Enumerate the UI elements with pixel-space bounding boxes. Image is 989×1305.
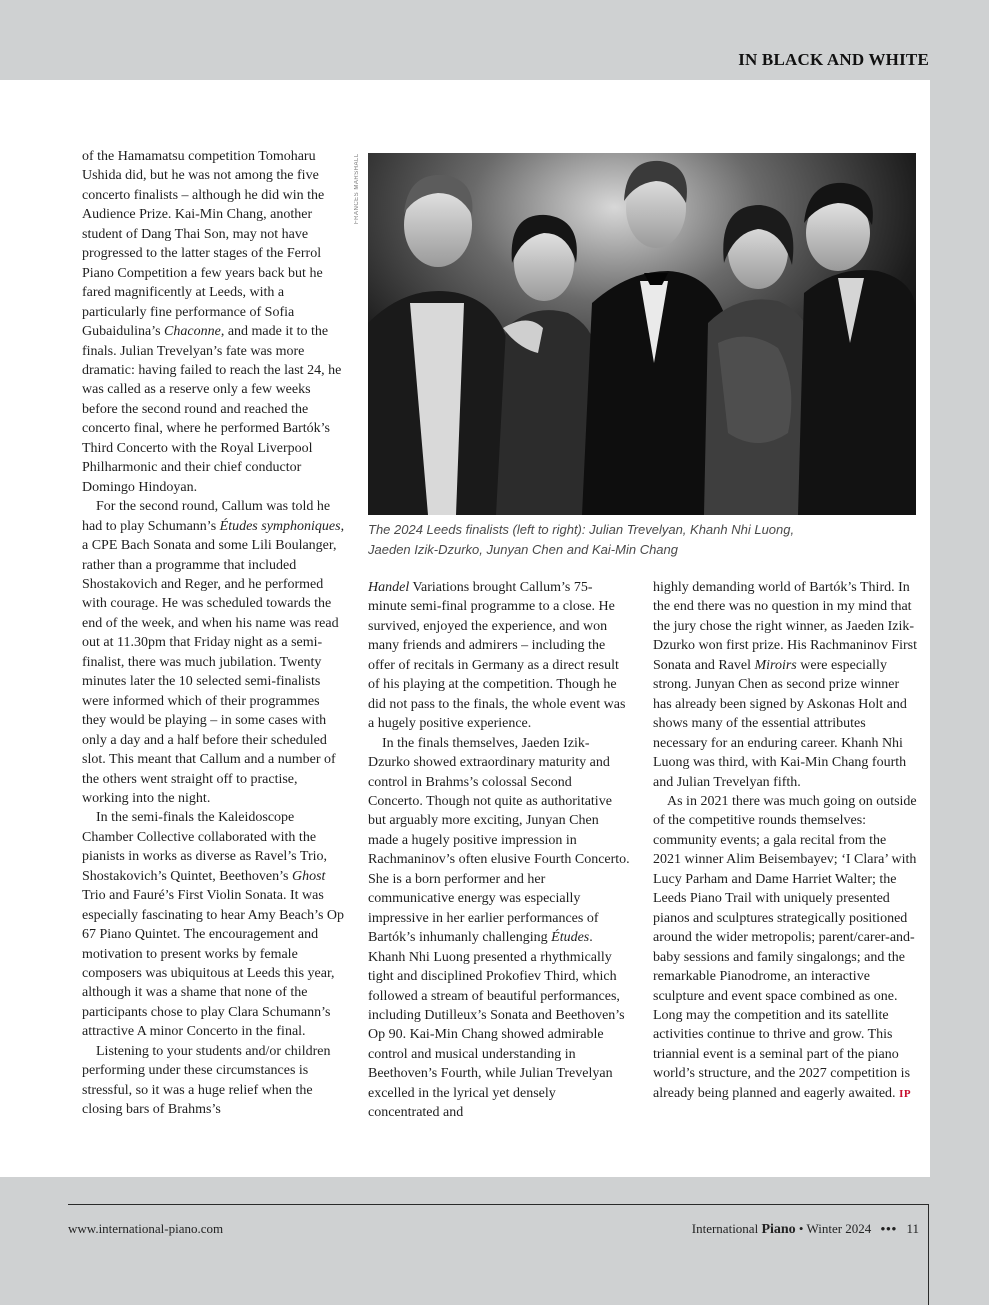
caption-line: The 2024 Leeds finalists (left to right): Julian Trevelyan, Khanh Nhi Luong,	[368, 522, 795, 537]
end-of-article-mark: IP	[899, 1087, 912, 1100]
footer-issue-info	[692, 1221, 919, 1238]
issue-label: • Winter 2024	[798, 1221, 872, 1236]
article-column-2	[368, 578, 630, 1123]
finalists-photo-image	[368, 153, 916, 515]
section-heading: IN BLACK AND WHITE	[738, 50, 929, 69]
paragraph: For the second round, Callum was told he had to play Schumann’s Études symphoniques, a CPE Bach Sonata and some Lili Boulanger, rather than a programme that included Shostakovich and Reger, and he performed with courage. He was scheduled towards the end of the week, and when his name was read out at 11.30pm that Friday night as a semi-finalist, there was much jubilation. Twenty minutes later the 10 selected semi-finalists were informed which of their programmes they would be playing – in some cases with only a day and a half before their scheduled slot. This meant that Callum and a number of the others went straight off to practise, working into the night.	[82, 499, 345, 806]
photo-caption	[368, 520, 916, 559]
finalists-photo	[368, 153, 916, 515]
magazine-name: International Piano	[691, 1221, 796, 1237]
paragraph: Handel Variations brought Callum’s 75-minute semi-final programme to a close. He survived, enjoyed the experience, and won many friends and admirers – including the offer of recitals in Germany as a direct result of his playing at the competition. Though he did not pass to the finals, the whole event was a hugely positive experience.	[368, 580, 626, 732]
article-column-1	[82, 147, 346, 1120]
page-number: 11	[906, 1221, 919, 1236]
paragraph: In the semi-finals the Kaleidoscope Chamber Collective collaborated with the pianists in works as diverse as Ravel’s Trio, Shostakovich’s Quintet, Beethoven’s Ghost Trio and Fauré’s First Violin Sonata. It was especially fascinating to hear Amy Beach’s Op 67 Piano Quintet. The encouragement and motivation to present works by female composers was ubiquitous at Leeds this year, although it was a shame that none of the participants chose to play Clara Schumann’s attractive A minor Concerto in the final.	[82, 810, 345, 1040]
paragraph: of the Hamamatsu competition Tomoharu Ushida did, but he was not among the five concerto finalists – although he did win the Audience Prize. Kai-Min Chang, another student of Dang Thai Son, may not have progressed to the latter stages of the Ferrol Piano Competition a few years back but he fared magnificently at Leeds, with a particularly fine performance of Sofia Gubaidulina’s Chaconne, and made it to the finals. Julian Trevelyan’s fate was more dramatic: having failed to reach the last 24, he was called as a reserve only a few weeks before the second round and reached the concerto final, where he performed Bartók’s Third Concerto with the Royal Liverpool Philharmonic and their chief conductor Domingo Hindoyan.	[82, 149, 342, 495]
website-link[interactable]: www.international-piano.com	[68, 1221, 224, 1236]
article-page	[0, 80, 930, 1177]
photo-credit: FRANCES MARSHALL	[354, 153, 360, 224]
article-column-3	[653, 578, 917, 1104]
caption-line: Jaeden Izik-Dzurko, Junyan Chen and Kai-Min Chang	[368, 541, 679, 557]
paragraph: As in 2021 there was much going on outside of the competitive rounds themselves: community events; a gala recital from the 2021 winner Alim Beisembayev; ‘I Clara’ with Lucy Parham and Dame Harriet Walter; the Leeds Piano Trail with uniquely presented pianos and sculptures strategically positioned around the wider metropolis; parent/carer-and-baby sessions and family singalongs; and the remarkable Pianodrome, an interactive sculpture and event space combined as one. Long may the competition and its satellite activities continue to thrive and grow. This triannial event is a seminal part of the piano world’s structure, and the 2027 competition is already being planned and eagerly awaited. IP	[653, 793, 917, 1101]
paragraph: In the finals themselves, Jaeden Izik-Dzurko showed extraordinary maturity and control in Brahms’s colossal Second Concerto. Though not quite as authoritative but arguably more exciting, Junyan Chen made a hugely positive impression in Rachmaninov’s often elusive Fourth Concerto. She is a born performer and her communicative energy was especially impressive in her earlier performances of Bartók’s inhumanly challenging Études. Khanh Nhi Luong presented a rhythmically tight and disciplined Prokofiev Third, which followed a stream of beautiful performances, including Dutilleux’s Sonata and Beethoven’s Op 90. Kai-Min Chang showed admirable control and musical understanding in Beethoven’s Fourth, while Julian Trevelyan excelled in the lyrical yet densely concentrated and	[368, 735, 630, 1121]
paragraph: Listening to your students and/or children performing under these circumstances is stressful, so it was a huge relief when the closing bars of Brahms’s	[82, 1043, 331, 1118]
separator-dots: •••	[880, 1221, 898, 1236]
footer-rule	[68, 1204, 929, 1305]
paragraph: highly demanding world of Bartók’s Third. In the end there was no question in my mind that the jury chose the right winner, as Jaeden Izik-Dzurko won first prize. His Rachmaninov First Sonata and Ravel Miroirs were especially strong. Junyan Chen as second prize winner has already been signed by Askonas Holt and shows many of the essential attributes necessary for an enduring career. Khanh Nhi Luong was third, with Kai-Min Chang fourth and Julian Trevelyan fifth.	[653, 580, 918, 790]
